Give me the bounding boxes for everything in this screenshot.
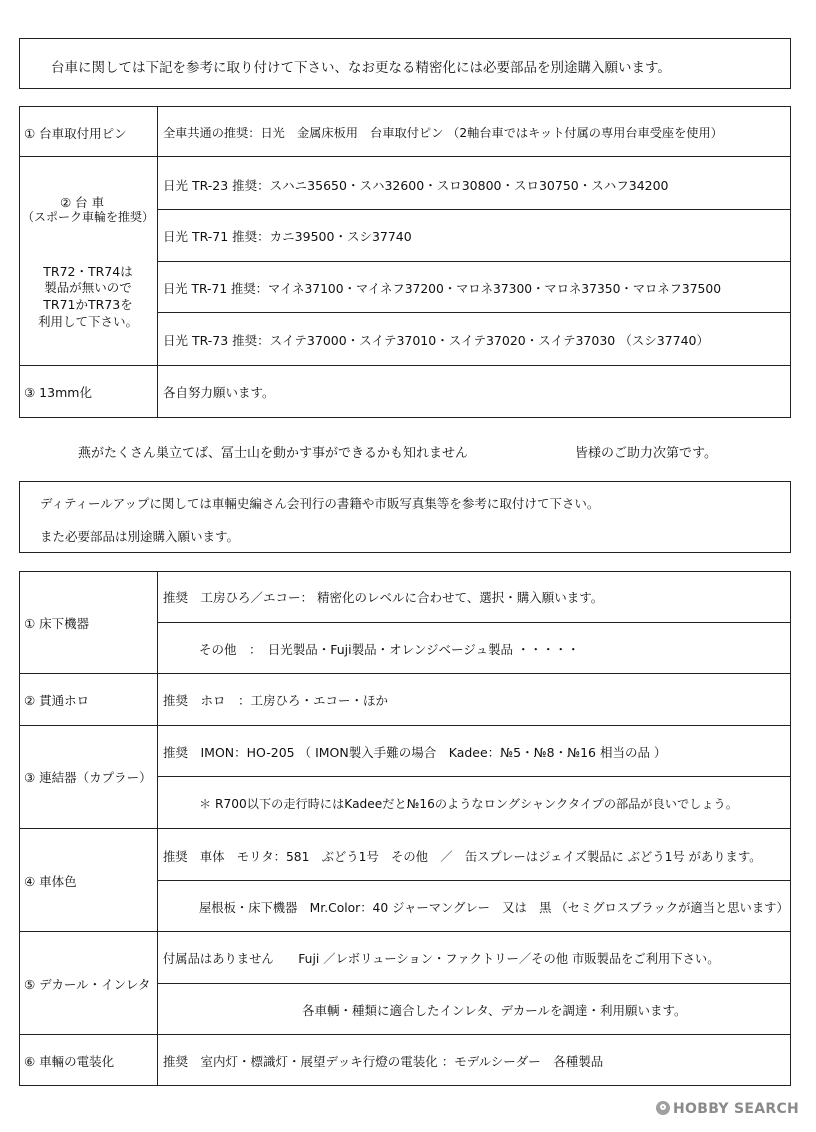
pin-value: 全車共通の推奨：日光 金属床板用 台車取付ピン （2軸台車ではキット付属の専用台車受座を使用） [163, 126, 723, 140]
gauge-value: 各自努力願います。 [163, 385, 275, 400]
detail-row-divider [19, 725, 791, 726]
detail-notice-line: また必要部品は別途購入願います。 [40, 529, 240, 544]
truck-note-line: TR72・TR74は [43, 264, 133, 279]
truck-sublabel: （スポーク車輪を推奨） [22, 210, 155, 224]
bogie-row-divider [157, 209, 791, 210]
color-row: 屋根板・床下機器 Mr.Color：40 ジャーマングレー 又は 黒 （セミグロスブラックが適当と思います） [199, 901, 789, 915]
underfloor-label: ① 床下機器 [24, 616, 90, 631]
detail-row-divider [19, 931, 791, 932]
bogie-row-divider [157, 312, 791, 313]
hobby-search-logo-icon [656, 1101, 670, 1115]
hobby-search-logo [656, 1101, 799, 1117]
truck-note-line: TR71かTR73を [43, 297, 133, 312]
elec-label: ⑥ 車輛の電装化 [24, 1054, 115, 1069]
detail-row-divider [19, 1034, 791, 1035]
truck-note-line: 利用して下さい。 [37, 314, 138, 329]
decal-row: 各車輌・種類に適合したインレタ、デカールを調達・利用願います。 [302, 1003, 687, 1018]
truck-label: ② 台 車 [60, 195, 105, 210]
coupler-row: 推奨 IMON：HO-205 （ IMON製入手難の場合 Kadee：№5・№8・№16 相当の品 ） [163, 745, 667, 760]
bogie-col-divider [157, 106, 158, 418]
hood-label: ② 貫通ホロ [24, 693, 90, 708]
truck-row: 日光 TR-23 推奨：スハニ35650・スハ32600・スロ30800・スロ30750・スハフ34200 [163, 178, 669, 193]
coupler-row: ＊ R700以下の走行時にはKadeeだと№16のようなロングシャンクタイプの部品が良いでしょう。 [199, 797, 738, 811]
truck-row: 日光 TR-71 推奨：マイネ37100・マイネフ37200・マロネ37300・マロネ37350・マロネフ37500 [163, 282, 722, 296]
detail-row-divider [157, 880, 791, 881]
color-label: ④ 車体色 [24, 874, 77, 889]
pin-label: ① 台車取付用ピン [24, 126, 127, 141]
truck-row: 日光 TR-71 推奨：カニ39500・スシ37740 [163, 229, 412, 244]
color-row: 推奨 車体 モリタ：581 ぶどう1号 その他 ／ 缶スプレーはジェイズ製品に ぶどう1号 があります。 [163, 850, 762, 864]
detail-row-divider [19, 828, 791, 829]
truck-note-line: 製品が無いので [44, 280, 132, 295]
help-line: 皆様のご助力次第です。 [575, 446, 717, 461]
decal-row: 付属品はありません Fuji ／レボリューション・ファクトリー／その他 市販製品をご利用下さい。 [163, 952, 720, 966]
underfloor-row: 推奨 工房ひろ／エコー： 精密化のレベルに合わせて、選択・購入願います。 [163, 590, 604, 605]
underfloor-row: その他 ： 日光製品・Fuji製品・オレンジベージュ製品 ・・・・・ [199, 642, 580, 657]
decal-label: ⑤ デカール・インレタ [24, 977, 151, 992]
bogie-notice: 台車に関しては下記を参考に取り付けて下さい、なお更なる精密化には必要部品を別途購入願います。 [51, 60, 671, 76]
detail-row-divider [157, 776, 791, 777]
elec-value: 推奨 室内灯・標識灯・展望デッキ行燈の電装化 ：モデルシーダー 各種製品 [163, 1054, 604, 1069]
detail-row-divider [157, 983, 791, 984]
detail-notice-line: ディティールアップに関しては車輛史編さん会刊行の書籍や市販写真集等を参考に取付けて下さい。 [40, 496, 600, 511]
watermark-text: HOBBY SEARCH [673, 1101, 800, 1117]
truck-row: 日光 TR-73 推奨：スイテ37000・スイテ37010・スイテ37020・スイテ37030 （スシ37740） [163, 333, 709, 348]
coupler-label: ③ 連結器（カプラー） [24, 770, 152, 785]
swallow-line: 燕がたくさん巣立てば、冨士山を動かす事ができるかも知れません [78, 446, 469, 461]
hood-value: 推奨 ホロ ：工房ひろ・エコー・ほか [163, 693, 389, 708]
bogie-row-divider [19, 156, 791, 157]
bogie-row-divider [19, 365, 791, 366]
detail-row-divider [19, 673, 791, 674]
gauge-label: ③ 13mm化 [24, 385, 92, 400]
bogie-row-divider [157, 261, 791, 262]
detail-row-divider [157, 622, 791, 623]
